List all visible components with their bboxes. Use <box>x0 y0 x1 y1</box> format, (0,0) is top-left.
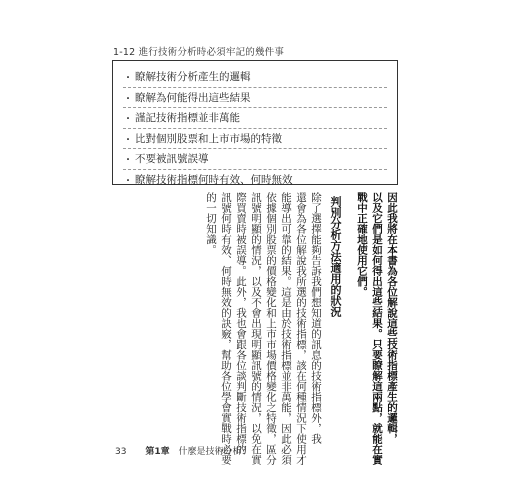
bullet-icon: ・ <box>123 155 133 167</box>
figure-checklist-box <box>112 60 398 185</box>
paragraph-line: 依據個別股票的價格變化和上市市場價格變化之特徵，區分 <box>265 192 277 465</box>
page-number: 33 <box>115 447 127 457</box>
figure-caption: 1-12 進行技術分析時必須牢記的幾件事 <box>113 47 285 58</box>
paragraph-line: 除了選擇能夠告訴我們想知道的訊息的技術指標外，我 <box>310 192 322 444</box>
paragraph-line: 訊號何時有效、何時無效的訣竅，幫助各位學會實戰時必要 <box>220 192 232 465</box>
checklist-item: ・ 瞭解技術分析產生的邏輯 <box>123 67 387 88</box>
bullet-icon: ・ <box>123 134 133 146</box>
paragraph-line: 的一切知識。 <box>205 192 217 255</box>
bold-text-line: 因此我將在本書為各位解說這些技術指標產生的邏輯， <box>386 192 398 444</box>
checklist-item: ・ 瞭解技術指標何時有效、何時無效 <box>123 173 293 187</box>
chapter-label: 第1章 <box>145 447 170 457</box>
checklist-item: ・ 謹記技術指標並非萬能 <box>123 108 387 129</box>
bullet-icon: ・ <box>123 93 133 105</box>
checklist-item: ・ 瞭解為何能得出這些結果 <box>123 88 387 109</box>
paragraph-line: 能導出可靠的結果。這是由於技術指標並非萬能，因此必須 <box>280 192 292 465</box>
bullet-icon: ・ <box>123 114 133 126</box>
checklist-item: ・ 比對個別股票和上市市場的特徵 <box>123 129 387 150</box>
paragraph-line: 訊號明顯的情況，以及不會出現明顯訊號的情況，以免在實 <box>250 192 262 465</box>
checklist-item: ・ 不要被訊號誤導 <box>123 149 387 170</box>
chapter-title: 什麼是技術分析？ <box>178 447 251 457</box>
paragraph-line: 際買賣時被誤導。此外，我也會跟各位談判斷技術指標的 <box>235 192 247 455</box>
page-footer <box>115 444 250 457</box>
paragraph-line: 還會為各位解說我所選的技術指標，該在何種情況下使用才 <box>295 192 307 465</box>
bold-text-line: 以及它們是如何得出這些結果。只要瞭解這兩點，就能在實 <box>371 192 383 465</box>
bullet-icon: ・ <box>123 73 133 85</box>
bold-text-line: 戰中正確地使用它們。 <box>356 192 368 297</box>
bullet-icon: ・ <box>123 175 133 187</box>
section-heading: 判別分析方法適用的狀況 <box>329 196 342 317</box>
